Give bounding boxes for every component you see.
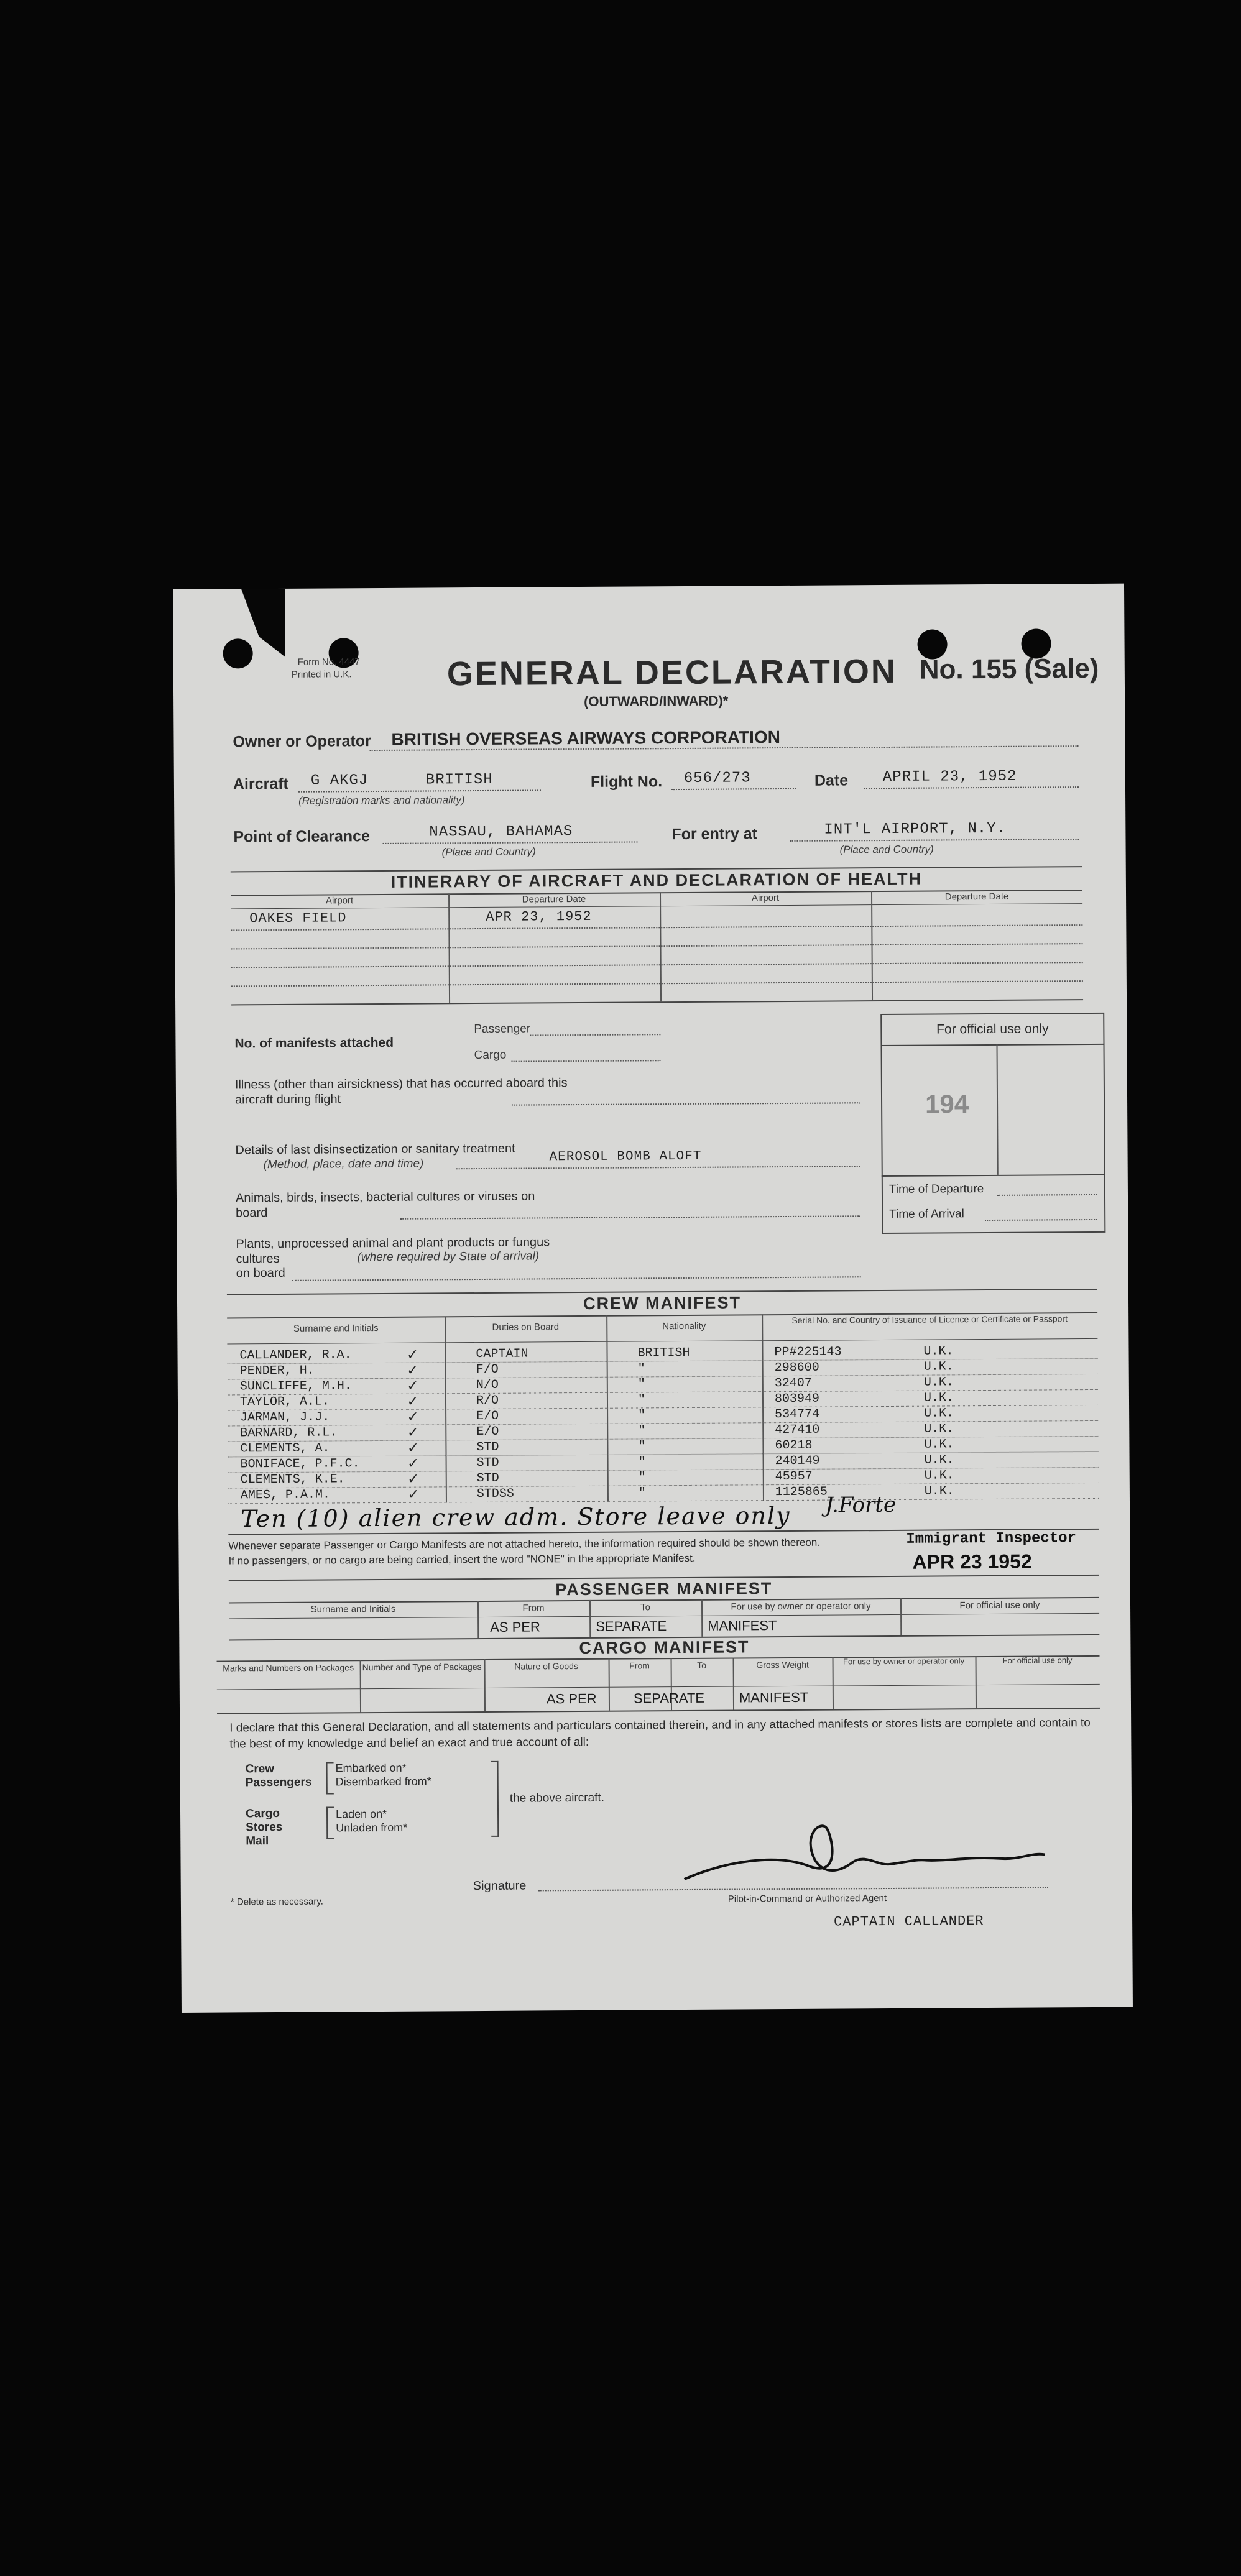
passenger-fill-2: SEPARATE [596,1618,667,1634]
plants-dots [292,1276,861,1281]
passenger-col-1 [477,1601,479,1638]
cargo-header-operator: For use by owner or operator only [842,1656,965,1667]
punch-hole-left [223,638,252,668]
itinerary-header-airport-1: Airport [325,895,354,906]
crew-header-name: Surname and Initials [293,1323,379,1334]
passenger-header-operator: For use by owner or operator only [731,1601,871,1612]
cargo-header-weight: Gross Weight [756,1659,809,1670]
crew-duty: STD [476,1455,499,1471]
crew-duty: R/O [476,1393,499,1409]
passenger-col-2 [589,1600,591,1637]
crew-country: U.K. [924,1484,954,1499]
aircraft-registration: G AKGJ [310,772,369,789]
declaration-brace-1 [326,1762,334,1794]
crew-nationality: " [637,1377,645,1392]
crew-serial: 803949 [774,1391,820,1407]
crew-duty: STD [476,1471,499,1486]
cargo-header-official: For official use only [1002,1655,1073,1665]
captain-signature [678,1815,1051,1892]
plants-text: Plants, unprocessed animal and plant products or fungus cultures [236,1235,550,1266]
crew-name: CLEMENTS, A. [240,1441,330,1456]
manifest-cargo-label: Cargo [474,1048,507,1062]
crew-duty: E/O [476,1409,499,1424]
crew-country: U.K. [923,1391,954,1405]
crew-serial: 45957 [775,1469,813,1484]
crew-country: U.K. [923,1359,954,1374]
crew-country: U.K. [924,1422,954,1437]
clearance-caption: (Place and Country) [441,845,536,858]
crew-name: TAYLOR, A.L. [239,1394,330,1410]
manifests-label: No. of manifests attached [234,1035,394,1051]
crew-header-duties: Duties on Board [492,1322,560,1333]
cargo-header-nature: Nature of Goods [514,1661,579,1672]
aircraft-label: Aircraft [233,775,288,793]
clearance-dotted-line [382,841,637,844]
crew-serial: 298600 [774,1360,819,1376]
time-of-arrival: Time of Arrival [889,1207,964,1221]
crew-nationality: " [637,1361,645,1376]
disinsect-caption: (Method, place, date and time) [263,1157,424,1172]
disinsect-value: AEROSOL BOMB ALOFT [549,1149,702,1165]
itinerary-dots-2 [231,943,1083,949]
check-mark-icon: ✓ [408,1485,418,1504]
cargo-fill-1: AS PER [546,1690,597,1707]
entry-caption: (Place and Country) [839,843,934,856]
official-use-title: For official use only [936,1021,1049,1037]
crew-serial: 32407 [774,1376,812,1391]
check-mark-icon: ✓ [408,1423,418,1442]
declaration-text: I declare that this General Declaration, and all statements and particulars contained therein, and in any attached manifests or stores lists are complete and contain to the best of my knowledge and belief an exact and true account of all: [229,1716,1091,1751]
check-mark-icon: ✓ [407,1361,418,1380]
check-mark-icon: ✓ [407,1345,418,1364]
crew-name: CALLANDER, R.A. [239,1348,352,1363]
passenger-fill-3: MANIFEST [708,1617,777,1634]
crew-nationality: BRITISH [637,1345,690,1361]
form-number: Form No. 4447 [297,656,360,668]
crew-nationality: " [638,1424,646,1438]
entry-dotted-line [790,839,1079,842]
crew-nationality: " [638,1439,646,1454]
illness-text: Illness (other than airsickness) that has occurred aboard this aircraft during flight [234,1076,568,1107]
animals-text: Animals, birds, insects, bacterial cultures or viruses on board [235,1189,535,1220]
form-subtitle: (OUTWARD/INWARD)* [584,692,729,709]
notice-line-2: If no passengers, or no cargo are being carried, insert the word "NONE" in the appropriate Manifest. [228,1552,696,1567]
entry-label: For entry at [671,825,758,844]
crew-name: BONIFACE, P.F.C. [240,1456,360,1472]
crew-serial: 60218 [775,1438,813,1453]
crew-nationality: " [638,1408,646,1423]
passenger-header-from: From [522,1603,545,1614]
signature-label: Signature [473,1879,527,1893]
cargo-col-rule [217,1684,1100,1690]
crew-name: SUNCLIFFE, M.H. [239,1379,352,1394]
manifest-cargo-dots [512,1060,661,1062]
delete-footnote: * Delete as necessary. [230,1896,323,1908]
date-label: Date [814,771,849,789]
entry-value: INT'L AIRPORT, N.Y. [824,820,1007,839]
clearance-label: Point of Clearance [233,827,371,846]
aircraft-nationality: BRITISH [425,771,493,789]
crew-duty: STD [476,1440,499,1455]
flight-dotted-line [671,788,796,790]
manifest-passenger-dots [530,1034,660,1036]
manifest-passenger-label: Passenger [474,1022,531,1036]
crew-header-nationality: Nationality [662,1320,706,1332]
declaration-passengers: Passengers [245,1775,312,1790]
itinerary-dots-1 [231,924,1082,931]
passenger-fill-1: AS PER [490,1619,540,1635]
crew-nationality: " [638,1470,646,1485]
crew-country: U.K. [924,1437,954,1452]
crew-columns-rule [227,1338,1097,1345]
cargo-fill-3: MANIFEST [739,1689,809,1706]
crew-header-serial: Serial No. and Country of Issuance of Licence or Certificate or Passport [791,1313,1068,1325]
check-mark-icon: ✓ [408,1470,418,1489]
itinerary-dots-4 [231,980,1083,987]
crew-handwritten-note: Ten (10) alien crew adm. Store leave only [241,1501,791,1533]
declaration-right-brace [491,1761,499,1837]
aircraft-dotted-line [298,789,541,792]
form-title: GENERAL DECLARATION [446,652,898,693]
flight-label: Flight No. [590,773,663,791]
crew-country: U.K. [924,1453,954,1468]
crew-serial: PP#225143 [774,1345,842,1360]
declaration-brace-2 [326,1806,334,1839]
crew-nationality: " [638,1486,646,1501]
passenger-col-3 [701,1599,703,1637]
check-mark-icon: ✓ [407,1376,418,1396]
disinsect-dots [456,1166,860,1169]
declaration-opt-unladen: Unladen from* [336,1821,408,1834]
crew-name: JARMAN, J.J. [240,1410,330,1425]
declaration-opt-disembarked: Disembarked from* [335,1775,431,1788]
date-dotted-line [864,786,1079,789]
immigration-stamp-title: Immigrant Inspector [906,1530,1077,1548]
pilot-caption: Pilot-in-Command or Authorized Agent [727,1893,887,1905]
time-of-departure: Time of Departure [888,1182,984,1196]
declaration-crew: Crew [245,1762,275,1776]
crew-name: BARNARD, R.L. [240,1425,338,1441]
declaration-sheet [173,584,1133,2013]
itinerary-header-departure-1: Departure Date [522,893,586,905]
crew-duty: STDSS [476,1486,514,1502]
notice-line-1: Whenever separate Passenger or Cargo Manifests are not attached hereto, the information required should be shown thereon. [228,1536,821,1552]
disinsect-label: Details of last disinsectization or sanitary treatment [235,1141,515,1157]
declaration-opt-laden: Laden on* [335,1807,387,1821]
cargo-bottom-rule [217,1708,1100,1714]
crew-serial: 1125865 [775,1484,828,1500]
declaration-opt-embarked: Embarked on* [335,1761,407,1775]
printed-in: Printed in U.K. [291,669,352,680]
cargo-header-from: From [629,1660,650,1671]
itinerary-title: ITINERARY OF AIRCRAFT AND DECLARATION OF HEALTH [390,869,923,891]
crew-name: CLEMENTS, K.E. [240,1472,345,1488]
crew-duty: N/O [476,1378,499,1393]
crew-country: U.K. [923,1344,954,1359]
crew-country: U.K. [924,1406,954,1421]
flight-number: 656/273 [683,770,751,787]
crew-country: U.K. [924,1468,954,1483]
itinerary-col-3 [871,891,873,1000]
cargo-header-number: Number and Type of Packages [362,1661,482,1673]
crew-duty: F/O [476,1362,499,1378]
declaration-cargo: Cargo [245,1806,280,1821]
itinerary-bottom-rule [231,999,1083,1005]
date-value: APRIL 23, 1952 [882,768,1017,786]
declaration-mail: Mail [246,1834,269,1848]
cargo-header-to: To [697,1660,707,1670]
pilot-name: CAPTAIN CALLANDER [834,1913,984,1930]
declaration-tail: the above aircraft. [509,1791,605,1805]
crew-serial: 534774 [775,1407,820,1422]
crew-serial: 240149 [775,1453,820,1469]
plants-caption: (where required by State of arrival) [357,1249,540,1264]
check-mark-icon: ✓ [407,1392,418,1411]
plants-tail: on board [236,1266,285,1281]
crew-manifest-title: CREW MANIFEST [583,1293,742,1313]
passenger-header-official: For official use only [959,1599,1040,1611]
itinerary-dots-3 [231,962,1083,968]
immigration-stamp-date: APR 23 1952 [912,1550,1032,1573]
crew-nationality: " [638,1455,646,1470]
crew-duty: CAPTAIN [476,1346,528,1362]
aircraft-caption: (Registration marks and nationality) [298,794,465,807]
cargo-fill-2: SEPARATE [633,1690,705,1706]
clearance-value: NASSAU, BAHAMAS [429,823,573,841]
official-stamp: 194 [925,1089,969,1119]
passenger-manifest-title: PASSENGER MANIFEST [555,1579,773,1599]
crew-nationality: " [637,1392,646,1407]
itinerary-departure-date: APR 23, 1952 [486,908,592,925]
crew-country: U.K. [923,1375,954,1390]
cargo-header-marks: Marks and Numbers on Packages [223,1662,354,1673]
crew-serial: 427410 [775,1422,820,1438]
crew-name: AMES, P.A.M. [240,1488,331,1503]
itinerary-header-airport-2: Airport [751,893,780,904]
check-mark-icon: ✓ [408,1407,418,1427]
check-mark-icon: ✓ [408,1438,418,1458]
crew-duty: E/O [476,1424,499,1440]
itinerary-airport: OAKES FIELD [249,910,347,927]
passenger-col-4 [900,1598,902,1635]
passenger-header-to: To [640,1602,650,1613]
passenger-header-name: Surname and Initials [310,1603,396,1615]
cargo-manifest-title: CARGO MANIFEST [579,1637,750,1658]
crew-initials: J.Forte [824,1492,897,1518]
form-serial-number: No. 155 (Sale) [919,653,1099,685]
owner-label: Owner or Operator [233,732,371,751]
owner-value: BRITISH OVERSEAS AIRWAYS CORPORATION [391,727,780,749]
crew-name: PENDER, H. [239,1363,315,1379]
check-mark-icon: ✓ [408,1454,418,1473]
declaration-stores: Stores [246,1820,283,1834]
itinerary-header-departure-2: Departure Date [944,891,1009,903]
